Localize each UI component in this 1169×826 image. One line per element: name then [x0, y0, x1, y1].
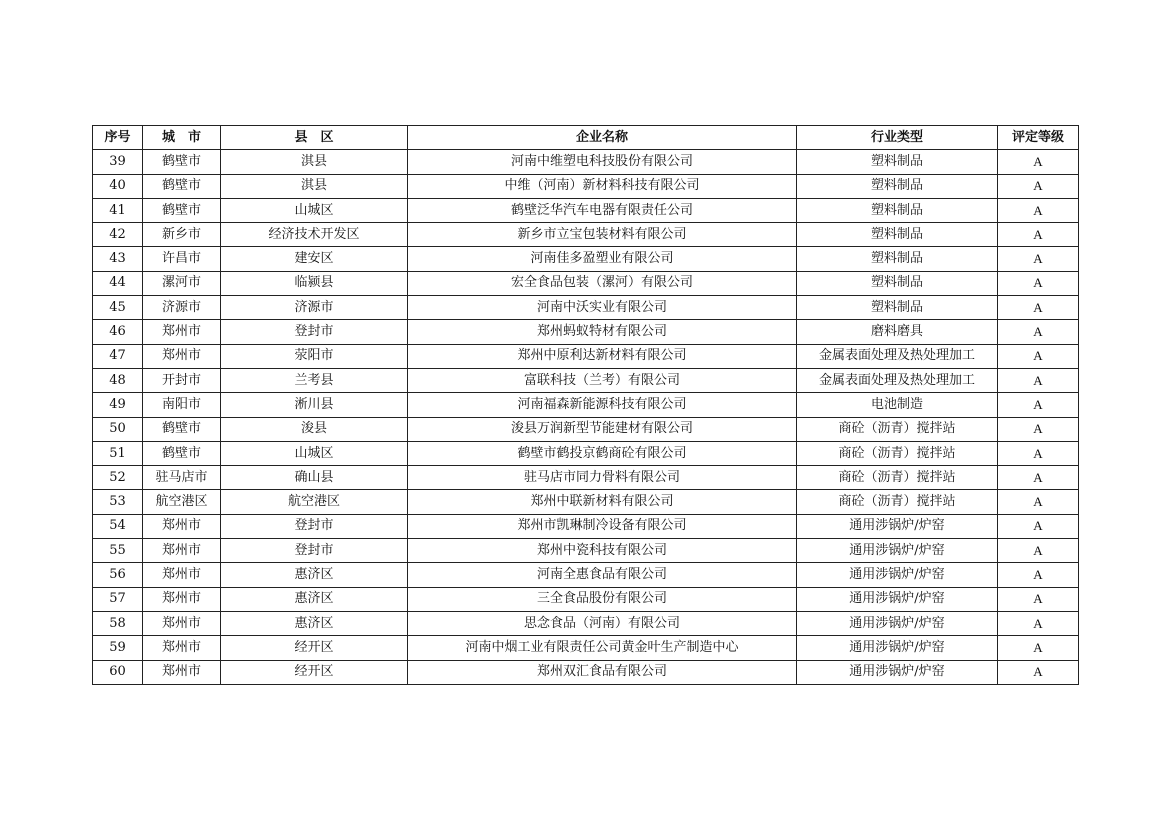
table-row	[93, 441, 1079, 465]
cell-serial-number: 47	[93, 344, 143, 368]
header-county: 县 区	[221, 126, 408, 150]
cell-industry-type: 塑料制品	[797, 150, 998, 174]
cell-rating-grade: A	[998, 514, 1079, 538]
cell-rating-grade: A	[998, 490, 1079, 514]
table-row	[93, 296, 1079, 320]
cell-industry-type: 塑料制品	[797, 247, 998, 271]
cell-city: 郑州市	[143, 563, 221, 587]
cell-industry-type: 通用涉锅炉/炉窑	[797, 539, 998, 563]
cell-city: 航空港区	[143, 490, 221, 514]
header-industry-type: 行业类型	[797, 126, 998, 150]
table-row	[93, 514, 1079, 538]
cell-rating-grade: A	[998, 296, 1079, 320]
cell-rating-grade: A	[998, 587, 1079, 611]
cell-county: 山城区	[221, 441, 408, 465]
cell-county: 登封市	[221, 514, 408, 538]
cell-company-name: 河南中沃实业有限公司	[408, 296, 797, 320]
table-body	[93, 150, 1079, 685]
table-row	[93, 368, 1079, 392]
cell-county: 淇县	[221, 174, 408, 198]
cell-company-name: 新乡市立宝包装材料有限公司	[408, 223, 797, 247]
enterprise-rating-table	[92, 125, 1079, 685]
enterprise-table-container	[92, 125, 1078, 685]
cell-county: 浚县	[221, 417, 408, 441]
table-row	[93, 563, 1079, 587]
cell-serial-number: 57	[93, 587, 143, 611]
cell-company-name: 郑州市凯琳制冷设备有限公司	[408, 514, 797, 538]
cell-company-name: 浚县万润新型节能建材有限公司	[408, 417, 797, 441]
cell-county: 惠济区	[221, 563, 408, 587]
cell-county: 惠济区	[221, 611, 408, 635]
table-row	[93, 223, 1079, 247]
table-row	[93, 150, 1079, 174]
table-row	[93, 636, 1079, 660]
cell-serial-number: 44	[93, 271, 143, 295]
table-row	[93, 466, 1079, 490]
cell-rating-grade: A	[998, 247, 1079, 271]
cell-company-name: 鹤壁市鹤投京鹤商砼有限公司	[408, 441, 797, 465]
cell-rating-grade: A	[998, 563, 1079, 587]
cell-serial-number: 50	[93, 417, 143, 441]
cell-county: 经开区	[221, 660, 408, 684]
cell-rating-grade: A	[998, 466, 1079, 490]
cell-industry-type: 通用涉锅炉/炉窑	[797, 611, 998, 635]
table-header	[93, 126, 1079, 150]
cell-rating-grade: A	[998, 320, 1079, 344]
cell-rating-grade: A	[998, 271, 1079, 295]
cell-serial-number: 48	[93, 368, 143, 392]
header-row	[93, 126, 1079, 150]
cell-serial-number: 49	[93, 393, 143, 417]
cell-industry-type: 商砼（沥青）搅拌站	[797, 441, 998, 465]
cell-county: 淇县	[221, 150, 408, 174]
cell-county: 经开区	[221, 636, 408, 660]
cell-county: 济源市	[221, 296, 408, 320]
table-row	[93, 344, 1079, 368]
table-row	[93, 490, 1079, 514]
cell-industry-type: 电池制造	[797, 393, 998, 417]
cell-serial-number: 43	[93, 247, 143, 271]
cell-industry-type: 塑料制品	[797, 223, 998, 247]
cell-county: 建安区	[221, 247, 408, 271]
cell-city: 南阳市	[143, 393, 221, 417]
cell-industry-type: 通用涉锅炉/炉窑	[797, 636, 998, 660]
table-row	[93, 660, 1079, 684]
cell-city: 鹤壁市	[143, 441, 221, 465]
cell-rating-grade: A	[998, 150, 1079, 174]
cell-city: 漯河市	[143, 271, 221, 295]
cell-rating-grade: A	[998, 393, 1079, 417]
cell-company-name: 河南全惠食品有限公司	[408, 563, 797, 587]
cell-rating-grade: A	[998, 344, 1079, 368]
header-rating-grade: 评定等级	[998, 126, 1079, 150]
cell-county: 惠济区	[221, 587, 408, 611]
cell-serial-number: 56	[93, 563, 143, 587]
cell-county: 确山县	[221, 466, 408, 490]
table-row	[93, 539, 1079, 563]
cell-city: 鹤壁市	[143, 174, 221, 198]
cell-industry-type: 金属表面处理及热处理加工	[797, 368, 998, 392]
cell-company-name: 郑州双汇食品有限公司	[408, 660, 797, 684]
cell-industry-type: 通用涉锅炉/炉窑	[797, 587, 998, 611]
cell-industry-type: 商砼（沥青）搅拌站	[797, 490, 998, 514]
cell-rating-grade: A	[998, 174, 1079, 198]
cell-city: 许昌市	[143, 247, 221, 271]
cell-company-name: 富联科技（兰考）有限公司	[408, 368, 797, 392]
cell-rating-grade: A	[998, 636, 1079, 660]
cell-company-name: 河南福森新能源科技有限公司	[408, 393, 797, 417]
cell-company-name: 河南中烟工业有限责任公司黄金叶生产制造中心	[408, 636, 797, 660]
cell-industry-type: 通用涉锅炉/炉窑	[797, 514, 998, 538]
header-serial-number: 序号	[93, 126, 143, 150]
cell-industry-type: 塑料制品	[797, 198, 998, 222]
cell-company-name: 鹤壁泛华汽车电器有限责任公司	[408, 198, 797, 222]
cell-county: 山城区	[221, 198, 408, 222]
cell-city: 鹤壁市	[143, 150, 221, 174]
cell-city: 郑州市	[143, 636, 221, 660]
cell-company-name: 宏全食品包装（漯河）有限公司	[408, 271, 797, 295]
cell-rating-grade: A	[998, 198, 1079, 222]
cell-company-name: 河南中维塑电科技股份有限公司	[408, 150, 797, 174]
cell-serial-number: 42	[93, 223, 143, 247]
cell-company-name: 郑州中原利达新材料有限公司	[408, 344, 797, 368]
cell-rating-grade: A	[998, 441, 1079, 465]
cell-county: 航空港区	[221, 490, 408, 514]
cell-city: 新乡市	[143, 223, 221, 247]
cell-city: 郑州市	[143, 587, 221, 611]
cell-city: 鹤壁市	[143, 198, 221, 222]
cell-company-name: 郑州中瓷科技有限公司	[408, 539, 797, 563]
cell-serial-number: 51	[93, 441, 143, 465]
cell-industry-type: 金属表面处理及热处理加工	[797, 344, 998, 368]
cell-city: 郑州市	[143, 539, 221, 563]
cell-county: 临颍县	[221, 271, 408, 295]
cell-county: 兰考县	[221, 368, 408, 392]
cell-city: 济源市	[143, 296, 221, 320]
cell-serial-number: 45	[93, 296, 143, 320]
table-row	[93, 320, 1079, 344]
cell-rating-grade: A	[998, 539, 1079, 563]
cell-serial-number: 41	[93, 198, 143, 222]
cell-serial-number: 40	[93, 174, 143, 198]
table-row	[93, 247, 1079, 271]
cell-serial-number: 55	[93, 539, 143, 563]
cell-city: 驻马店市	[143, 466, 221, 490]
cell-industry-type: 商砼（沥青）搅拌站	[797, 417, 998, 441]
cell-serial-number: 58	[93, 611, 143, 635]
cell-serial-number: 59	[93, 636, 143, 660]
cell-industry-type: 塑料制品	[797, 296, 998, 320]
cell-serial-number: 39	[93, 150, 143, 174]
cell-serial-number: 54	[93, 514, 143, 538]
cell-company-name: 三全食品股份有限公司	[408, 587, 797, 611]
table-row	[93, 417, 1079, 441]
cell-industry-type: 磨料磨具	[797, 320, 998, 344]
cell-city: 郑州市	[143, 320, 221, 344]
cell-industry-type: 通用涉锅炉/炉窑	[797, 660, 998, 684]
cell-industry-type: 商砼（沥青）搅拌站	[797, 466, 998, 490]
cell-county: 荥阳市	[221, 344, 408, 368]
cell-serial-number: 46	[93, 320, 143, 344]
cell-company-name: 郑州中联新材料有限公司	[408, 490, 797, 514]
cell-company-name: 河南佳多盈塑业有限公司	[408, 247, 797, 271]
cell-serial-number: 52	[93, 466, 143, 490]
table-row	[93, 174, 1079, 198]
cell-company-name: 中维（河南）新材料科技有限公司	[408, 174, 797, 198]
cell-rating-grade: A	[998, 660, 1079, 684]
cell-county: 登封市	[221, 539, 408, 563]
table-row	[93, 393, 1079, 417]
table-row	[93, 271, 1079, 295]
cell-rating-grade: A	[998, 417, 1079, 441]
cell-city: 开封市	[143, 368, 221, 392]
table-row	[93, 587, 1079, 611]
cell-city: 郑州市	[143, 514, 221, 538]
cell-city: 郑州市	[143, 611, 221, 635]
cell-county: 经济技术开发区	[221, 223, 408, 247]
header-company-name: 企业名称	[408, 126, 797, 150]
header-city: 城 市	[143, 126, 221, 150]
table-row	[93, 611, 1079, 635]
table-row	[93, 198, 1079, 222]
cell-company-name: 郑州蚂蚁特材有限公司	[408, 320, 797, 344]
cell-county: 淅川县	[221, 393, 408, 417]
cell-city: 郑州市	[143, 660, 221, 684]
cell-city: 郑州市	[143, 344, 221, 368]
cell-rating-grade: A	[998, 611, 1079, 635]
cell-industry-type: 通用涉锅炉/炉窑	[797, 563, 998, 587]
cell-serial-number: 53	[93, 490, 143, 514]
cell-county: 登封市	[221, 320, 408, 344]
cell-company-name: 驻马店市同力骨料有限公司	[408, 466, 797, 490]
cell-industry-type: 塑料制品	[797, 174, 998, 198]
cell-rating-grade: A	[998, 223, 1079, 247]
cell-industry-type: 塑料制品	[797, 271, 998, 295]
cell-rating-grade: A	[998, 368, 1079, 392]
cell-company-name: 思念食品（河南）有限公司	[408, 611, 797, 635]
cell-city: 鹤壁市	[143, 417, 221, 441]
cell-serial-number: 60	[93, 660, 143, 684]
